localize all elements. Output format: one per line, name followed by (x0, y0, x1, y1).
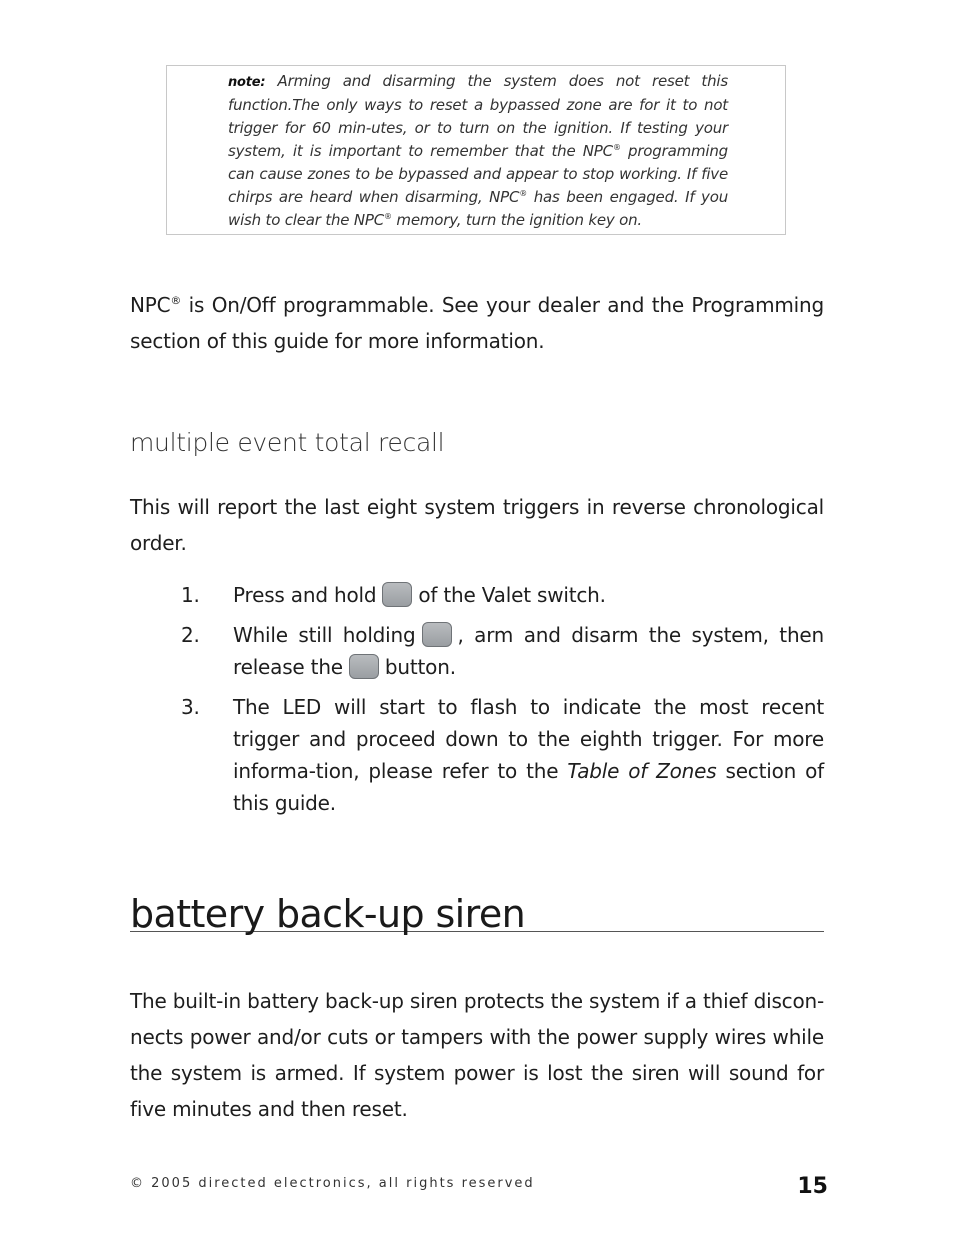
step-text: of the Valet switch. (418, 583, 606, 607)
step-text: button. (384, 655, 456, 679)
npc-prefix: NPC (130, 293, 171, 317)
note-text-part-2: programming can cause zones to be bypassed and appear to stop working. If five chirps are heard when disarming, NPC (228, 142, 728, 206)
npc-paragraph (130, 287, 824, 359)
note-text-part-3: has been engaged. If you wish to clear the NPC (228, 188, 728, 229)
step-3 (181, 691, 824, 819)
note-box (166, 65, 786, 235)
step-text: , arm and disarm the system, then release the (233, 623, 825, 679)
step-2 (181, 619, 824, 683)
battery-paragraph: The built-in battery back-up siren protects the system if a thief discon-nects power and/or cuts or tampers with the power supply wires while the system is armed. If system power is lost the siren will sound for five minutes and then reset. (130, 989, 824, 1121)
step-number: 2. (181, 623, 200, 647)
valet-button-icon (349, 654, 379, 679)
battery-heading (130, 888, 824, 940)
step-number: 1. (181, 583, 200, 607)
valet-button-icon (422, 622, 452, 647)
valet-button-icon (382, 582, 412, 607)
copyright-footer: © 2005 directed electronics, all rights reserved (130, 1176, 535, 1191)
battery-heading-text: battery back-up siren (130, 892, 526, 936)
registered-mark: ® (519, 189, 528, 198)
note-text-part-1: Arming and disarming the system does not reset this function.The only ways to reset a bypassed zone are for it to not trigger for 60 min-utes, or to turn on the ignition. If testing your system, it is important to remember that the NPC (228, 72, 728, 160)
note-label: note: (228, 75, 266, 90)
registered-mark: ® (384, 212, 392, 221)
step-1 (181, 579, 824, 611)
step-text: section of this guide. (233, 759, 824, 815)
step-number: 3. (181, 695, 200, 719)
step-text: While still holding (233, 623, 416, 647)
npc-text: is On/Off programmable. See your dealer and the Programming section of this guide for more information. (130, 293, 824, 353)
step-text: Press and hold (233, 583, 377, 607)
step-text: The LED will start to flash to indicate the most recent trigger and proceed down to the eighth trigger. For more informa-tion, please refer to the (233, 695, 824, 783)
table-of-zones-reference: Table of Zones (567, 759, 717, 783)
note-text-part-4: memory, turn the ignition key on. (391, 211, 642, 229)
recall-heading: multiple event total recall (130, 428, 445, 457)
note-text (228, 70, 728, 232)
registered-mark: ® (612, 143, 621, 152)
recall-intro: This will report the last eight system triggers in reverse chronological order. (130, 495, 824, 555)
page-number: 15 (797, 1174, 828, 1199)
registered-mark: ® (170, 294, 182, 307)
